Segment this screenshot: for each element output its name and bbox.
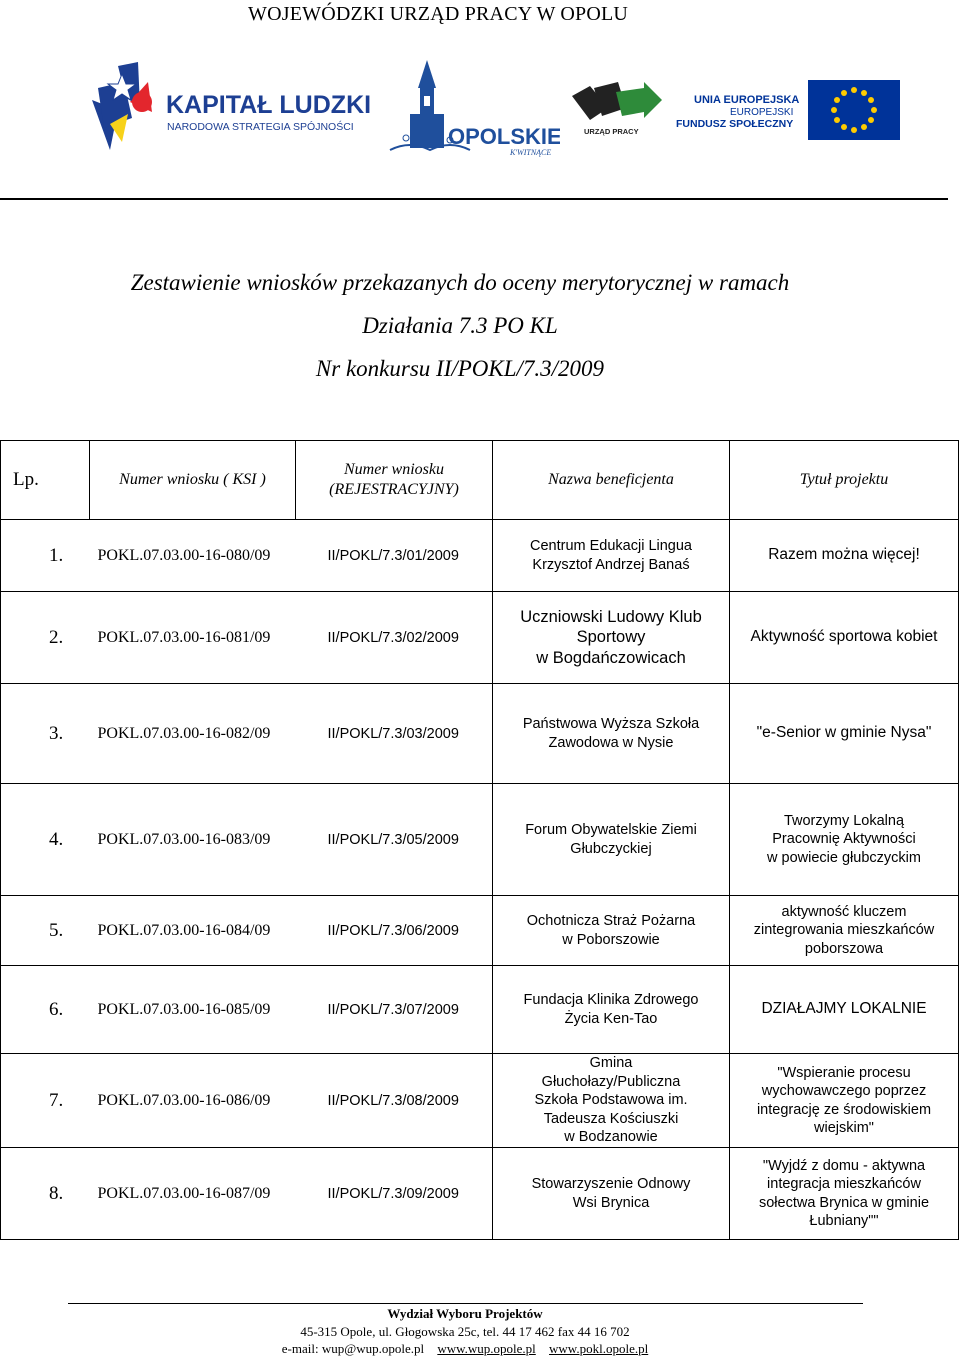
row-tytul [730, 520, 959, 592]
row-lp: 4. [1, 784, 90, 896]
table-body [1, 520, 959, 1240]
opolskie-tower-icon [384, 58, 560, 158]
urzad-pracy-logo [568, 78, 666, 142]
beneficjent-line: Głubczyckiej [570, 840, 652, 857]
tytul-line: Pracownię Aktywności [772, 831, 916, 848]
kapital-ludzki-logo [88, 58, 388, 158]
row-tytul [730, 1148, 959, 1240]
beneficjent-line: Gmina [589, 1055, 633, 1072]
row-beneficjent [493, 592, 730, 684]
beneficjent-line: w Bogdańczowicach [536, 648, 686, 667]
tytul-line: Aktywność sportowa kobiet [750, 628, 938, 646]
beneficjent-line: Państwowa Wyższa Szkoła [522, 716, 700, 732]
row-rej-number: II/POKL/7.3/01/2009 [296, 520, 493, 592]
table-row [1, 592, 959, 684]
beneficjent-line: Wsi Brynica [572, 1194, 650, 1211]
header-beneficjent: Nazwa beneficjenta [493, 441, 730, 520]
opolskie-name: OPOLSKIE [448, 124, 560, 149]
tytul-line: aktywność kluczem [781, 903, 907, 920]
beneficjent-line: Zawodowa w Nysie [548, 734, 674, 751]
ue-logo [676, 78, 902, 142]
tytul-line: w powiecie głubczyckim [767, 849, 921, 866]
row-rej-number: II/POKL/7.3/07/2009 [296, 966, 493, 1054]
beneficjent-line: Centrum Edukacji Lingua [529, 538, 692, 554]
ue-line3: FUNDUSZ SPOŁECZNY [676, 118, 794, 130]
row-ksi-number: POKL.07.03.00-16-082/09 [90, 684, 296, 784]
footer-contact [0, 1341, 930, 1357]
row-ksi-number: POKL.07.03.00-16-087/09 [90, 1148, 296, 1240]
row-rej-number: II/POKL/7.3/03/2009 [296, 684, 493, 784]
tytul-line: Łubniany"" [809, 1213, 879, 1229]
footer-divider [68, 1303, 863, 1304]
row-tytul [730, 966, 959, 1054]
title-line-3: Nr konkursu II/POKL/7.3/2009 [315, 356, 605, 381]
footer-site-pokl[interactable]: www.pokl.opole.pl [549, 1341, 649, 1356]
row-rej-number: II/POKL/7.3/08/2009 [296, 1054, 493, 1148]
row-beneficjent [493, 520, 730, 592]
row-tytul [730, 784, 959, 896]
title-line-2: Działania 7.3 PO KL [362, 313, 558, 338]
row-lp: 6. [1, 966, 90, 1054]
table-row [1, 784, 959, 896]
row-beneficjent [493, 1148, 730, 1240]
beneficjent-line: w Bodzanowie [564, 1129, 658, 1146]
tytul-line: "e-Senior w gminie Nysa" [756, 724, 932, 742]
tytul-line: integrację ze środowiskiem [756, 1101, 932, 1118]
header-rej-line1: Numer wniosku [344, 461, 444, 478]
table-row [1, 684, 959, 784]
tytul-line: poborszowa [804, 940, 884, 957]
row-ksi-number: POKL.07.03.00-16-080/09 [90, 520, 296, 592]
table-row [1, 1054, 959, 1148]
header-ksi: Numer wniosku ( KSI ) [90, 441, 296, 520]
beneficjent-line: Głuchołazy/Publiczna [541, 1073, 681, 1090]
org-name: WOJEWÓDZKI URZĄD PRACY W OPOLU [248, 3, 629, 25]
kl-line1: KAPITAŁ LUDZKI [166, 91, 372, 119]
row-lp: 3. [1, 684, 90, 784]
row-lp: 2. [1, 592, 90, 684]
row-tytul [730, 684, 959, 784]
row-rej-number: II/POKL/7.3/09/2009 [296, 1148, 493, 1240]
header-rej [296, 441, 493, 520]
table-row [1, 896, 959, 966]
row-lp: 1. [1, 520, 90, 592]
kapital-ludzki-emblem-icon [88, 58, 388, 158]
beneficjent-line: Fundacja Klinika Zdrowego [523, 992, 699, 1008]
row-ksi-number: POKL.07.03.00-16-086/09 [90, 1054, 296, 1148]
row-beneficjent [493, 896, 730, 966]
beneficjent-line: Krzysztof Andrzej Banaś [532, 556, 690, 573]
tytul-line: "Wspieranie procesu [777, 1064, 911, 1081]
header-lp: Lp. [1, 441, 90, 520]
row-rej-number: II/POKL/7.3/05/2009 [296, 784, 493, 896]
row-rej-number: II/POKL/7.3/02/2009 [296, 592, 493, 684]
header-divider [0, 198, 948, 200]
tytul-line: "Wyjdź z domu - aktywna [762, 1157, 926, 1174]
opolskie-logo [384, 58, 560, 158]
beneficjent-line: Sportowy [576, 628, 646, 647]
header-tytul: Tytuł projektu [730, 441, 959, 520]
urzad-pracy-arrow-icon [568, 78, 666, 142]
table-row [1, 966, 959, 1054]
row-lp: 8. [1, 1148, 90, 1240]
row-beneficjent [493, 684, 730, 784]
kl-line2: NARODOWA STRATEGIA SPÓJNOŚCI [167, 121, 354, 133]
row-rej-number: II/POKL/7.3/06/2009 [296, 896, 493, 966]
row-beneficjent [493, 966, 730, 1054]
beneficjent-line: Uczniowski Ludowy Klub [520, 607, 702, 626]
footer-site-wup[interactable]: www.wup.opole.pl [437, 1341, 536, 1356]
row-beneficjent [493, 1054, 730, 1148]
row-ksi-number: POKL.07.03.00-16-084/09 [90, 896, 296, 966]
tytul-line: wychowawczego poprzez [761, 1083, 927, 1099]
ue-line2: EUROPEJSKI [730, 107, 794, 118]
ue-flag-icon [676, 78, 902, 142]
footer-email[interactable]: e-mail: wup@wup.opole.pl [281, 1341, 425, 1356]
row-ksi-number: POKL.07.03.00-16-085/09 [90, 966, 296, 1054]
applications-table [0, 440, 959, 1240]
footer-address: 45-315 Opole, ul. Głogowska 25c, tel. 44 17 462 fax 44 16 702 [300, 1324, 630, 1339]
row-ksi-number: POKL.07.03.00-16-083/09 [90, 784, 296, 896]
ue-line1: UNIA EUROPEJSKA [694, 94, 800, 106]
row-lp: 5. [1, 896, 90, 966]
urzad-pracy-label: URZĄD PRACY [584, 127, 639, 136]
table-row [1, 1148, 959, 1240]
beneficjent-line: Forum Obywatelskie Ziemi [525, 822, 697, 838]
tytul-line: Razem można więcej! [768, 546, 920, 564]
row-tytul [730, 1054, 959, 1148]
tytul-line: Tworzymy Lokalną [783, 812, 905, 829]
title-line-1: Zestawienie wniosków przekazanych do oceny merytorycznej w ramach [130, 270, 790, 295]
table-row [1, 520, 959, 592]
beneficjent-line: Ochotnicza Straż Pożarna [526, 913, 696, 929]
row-tytul [730, 896, 959, 966]
beneficjent-line: w Poborszowie [562, 931, 660, 948]
row-lp: 7. [1, 1054, 90, 1148]
beneficjent-line: Tadeusza Kościuszki [543, 1110, 679, 1127]
row-beneficjent [493, 784, 730, 896]
beneficjent-line: Szkoła Podstawowa im. [534, 1092, 688, 1109]
row-ksi-number: POKL.07.03.00-16-081/09 [90, 592, 296, 684]
opolskie-tagline: K'WITNĄCE [510, 148, 552, 157]
tytul-line: wiejskim" [814, 1120, 874, 1136]
beneficjent-line: Stowarzyszenie Odnowy [531, 1176, 691, 1192]
tytul-line: sołectwa Brynica w gminie [758, 1194, 930, 1211]
beneficjent-line: Życia Ken-Tao [564, 1010, 658, 1027]
table-header-row [1, 441, 959, 520]
row-tytul [730, 592, 959, 684]
tytul-line: integracja mieszkańców [767, 1176, 921, 1192]
tytul-line: DZIAŁAJMY LOKALNIE [761, 1000, 927, 1018]
tytul-line: zintegrowania mieszkańców [753, 922, 935, 939]
header-rej-line2: (REJESTRACYJNY) [329, 481, 459, 498]
footer-department: Wydział Wyboru Projektów [387, 1306, 543, 1321]
